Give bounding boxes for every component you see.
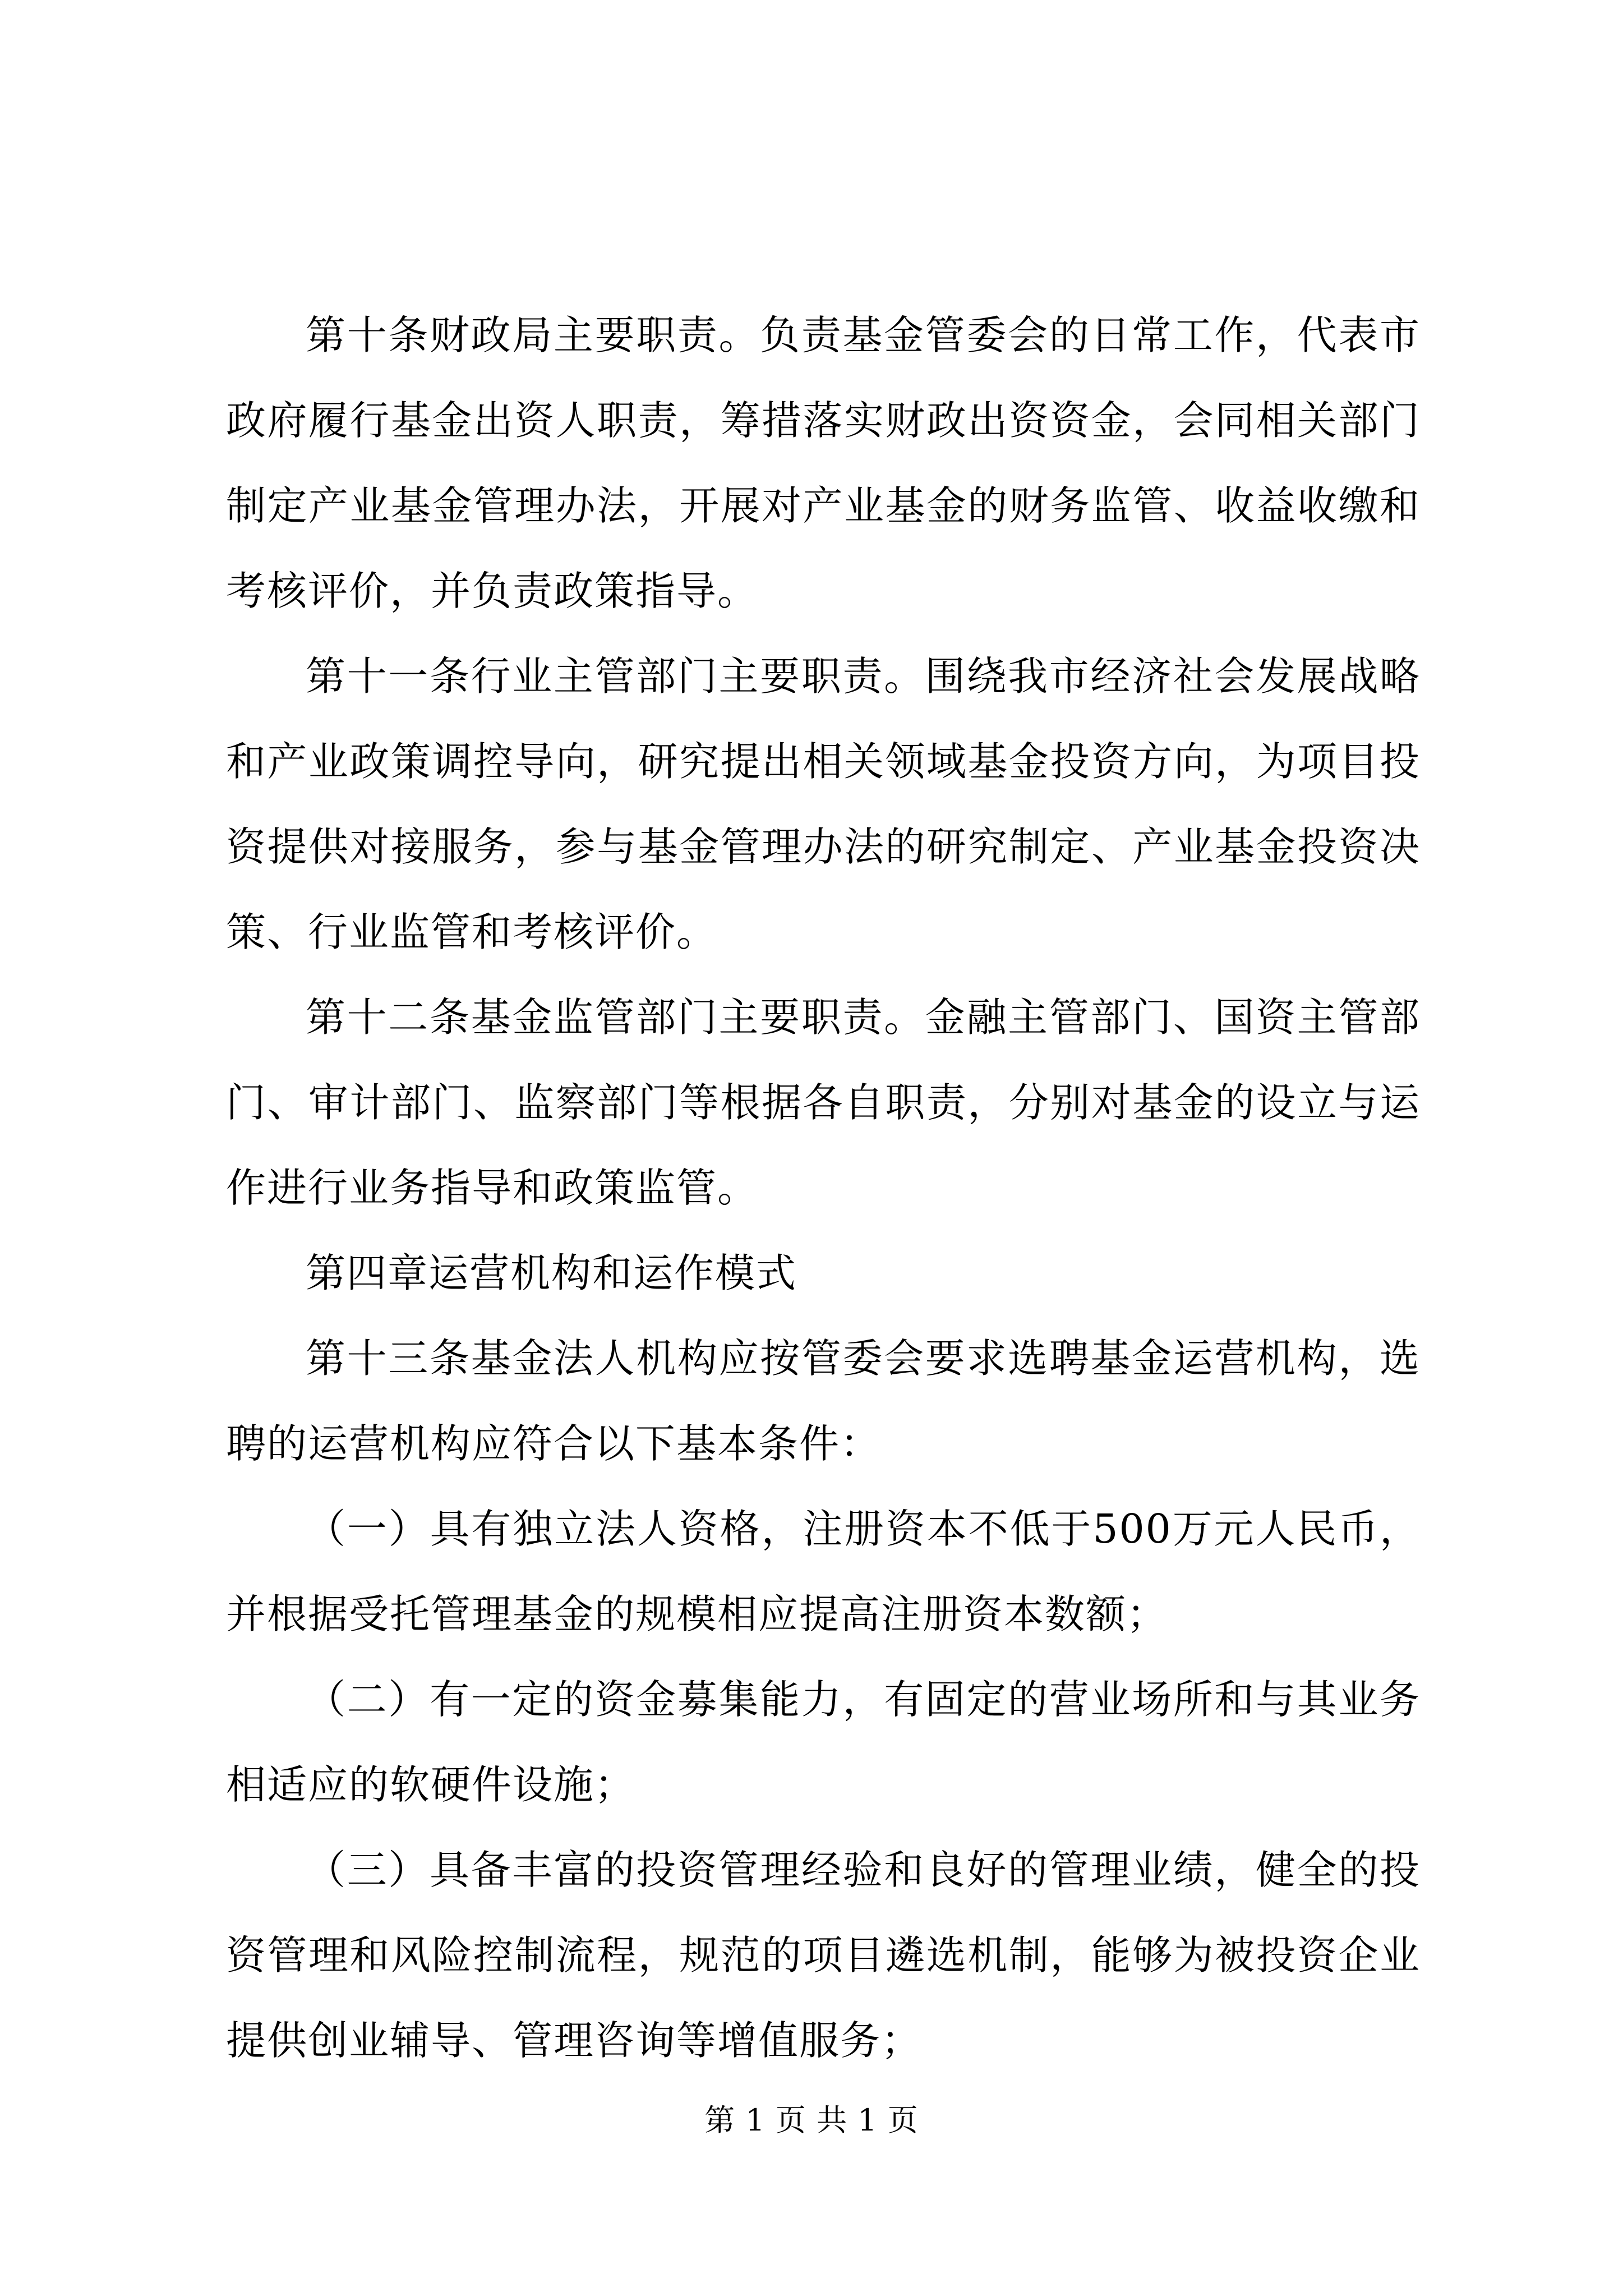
- paragraph-article-13: 第十三条基金法人机构应按管委会要求选聘基金运营机构，选聘的运营机构应符合以下基本条件：: [226, 1335, 1421, 1467]
- paragraph-article-10: 第十条财政局主要职责。负责基金管委会的日常工作，代表市政府履行基金出资人职责，筹措落实财政出资资金，会同相关部门制定产业基金管理办法，开展对产业基金的财务监管、收益收缴和考核评价，并负责政策指导。: [226, 312, 1421, 614]
- paragraph-article-12: 第十二条基金监管部门主要职责。金融主管部门、国资主管部门、审计部门、监察部门等根据各自职责，分别对基金的设立与运作进行业务指导和政策监管。: [226, 994, 1421, 1211]
- list-item-condition-1: （一）具有独立法人资格，注册资本不低于500万元人民币，并根据受托管理基金的规模相应提高注册资本数额；: [226, 1506, 1421, 1637]
- paragraph-article-11: 第十一条行业主管部门主要职责。围绕我市经济社会发展战略和产业政策调控导向，研究提出相关领域基金投资方向，为项目投资提供对接服务，参与基金管理办法的研究制定、产业基金投资决策、行业监管和考核评价。: [226, 653, 1421, 955]
- document-body: [226, 293, 1421, 2083]
- page-footer: 第 1 页 共 1 页: [704, 2102, 919, 2138]
- chapter-heading: 第四章运营机构和运作模式: [306, 1250, 797, 1296]
- list-item-condition-2: （二）有一定的资金募集能力，有固定的营业场所和与其业务相适应的软硬件设施；: [226, 1676, 1421, 1808]
- list-item-condition-3: （三）具备丰富的投资管理经验和良好的管理业绩，健全的投资管理和风险控制流程，规范的项目遴选机制，能够为被投资企业提供创业辅导、管理咨询等增值服务；: [226, 1847, 1421, 2064]
